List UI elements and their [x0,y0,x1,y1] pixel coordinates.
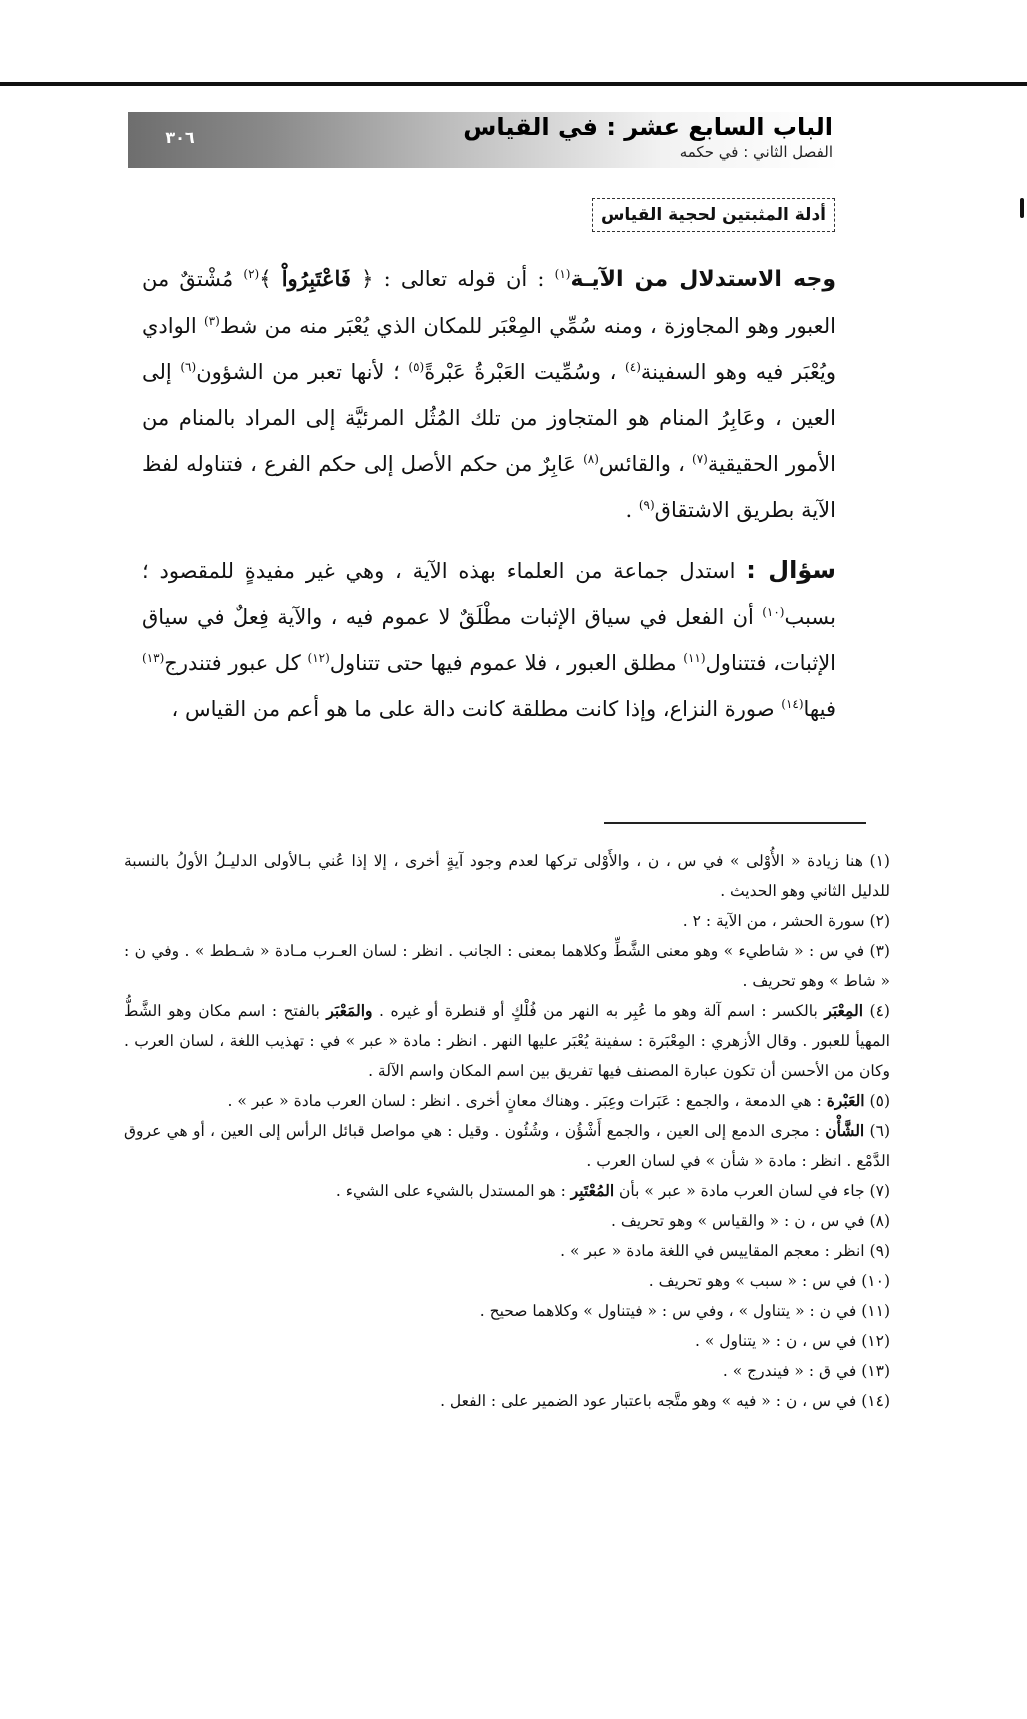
text-run: استدل جماعة من العلماء بهذه الآية ، وهي غير مفيدةٍ للمقصود ؛ بسبب [142,559,836,629]
top-rule [0,82,1027,86]
footnote-ref: (١٢) [307,651,330,665]
footnote-text: في س : « سبب » وهو تحريف . [648,1272,857,1290]
footnote-number: (٥) [869,1092,890,1110]
footnote-14 [124,1386,890,1416]
text-run: الوادي ويُعْبَر فيه وهو السفينة [142,314,836,384]
footnote-text: في س ، ن : « فيه » وهو متَّجه باعتبار عود الضمير على : الفعل . [440,1392,857,1410]
footnote-ref: (٤) [625,360,641,374]
footnote-text: سورة الحشر ، من الآية : ٢ . [682,912,865,930]
footnote-term: والمَعْبَر [326,1001,373,1020]
footnote-text: : هي الدمعة ، والجمع : عَبَرات وعِبَر . وهناك معانٍ أخرى . انظر : لسان العرب مادة « عبر » . [227,1092,827,1110]
footnote-ref: (٥) [408,360,425,374]
question-lead: سؤال : [746,556,836,584]
footnote-term: الشَّأْن [825,1121,865,1140]
footnote-12 [124,1326,890,1356]
footnote-4 [124,996,890,1086]
footnote-number: (١٠) [861,1272,890,1290]
footnote-text: انظر : معجم المقاييس في اللغة مادة « عبر » . [560,1242,865,1260]
footnote-10 [124,1266,890,1296]
footnote-number: (٤) [869,1002,890,1020]
text-run: . [625,498,639,522]
text-run: مُشْتقٌ من العبور وهو المجاوزة ، ومنه سُمِّي المِعْبَر للمكان الذي يُعْبَر منه من شط [142,267,836,338]
running-header [463,112,833,162]
page-number: ٣٠٦ [165,128,195,147]
footnotes [124,846,890,1416]
footnote-2 [124,906,890,936]
chapter-title: الباب السابع عشر : في القياس [463,113,833,141]
section-title: الفصل الثاني : في حكمه [679,143,833,161]
text-run: عَابِرٌ من حكم الأصل إلى حكم الفرع ، فتناوله لفظ الآية بطريق الاشتقاق [142,452,836,522]
main-text [142,256,836,732]
footnote-number: (٨) [869,1212,890,1230]
footnote-ref: (١٠) [762,605,785,619]
footnote-text: : هو المستدل بالشيء على الشيء . [335,1182,571,1200]
footnote-1 [124,846,890,906]
footnote-term: المِعْبَر [824,1001,864,1020]
footnote-ref: (٧) [692,452,708,466]
footnote-ref: (٢) [243,267,260,281]
footnote-term: العَبْرة [826,1091,865,1110]
text-run: مطلق العبور ، فلا عموم فيها حتى تتناول [329,651,684,675]
footnote-ref: (١٤) [781,697,804,711]
footnote-text: في ن : « يتناول » ، وفي س : « فيتناول » وكلاهما صحيح . [479,1302,857,1320]
text-run: إلى العين ، وعَابِرُ المنام هو المتجاوز من تلك المُثُل المرئيَّة إلى المراد بالمنام من الأمور الحقيقية [142,360,836,476]
footnote-number: (٣) [869,942,890,960]
footnote-9 [124,1236,890,1266]
quran-verse: فَاعْتَبِرُواْ [281,266,351,291]
footnote-number: (٩) [869,1242,890,1260]
footnote-7 [124,1176,890,1206]
footnote-number: (١) [869,852,890,870]
footnote-text: جاء في لسان العرب مادة « عبر » بأن [614,1182,865,1200]
footnote-ref: (١١) [683,651,706,665]
footnote-ref: (١) [554,267,571,281]
footnote-text: : مجرى الدمع إلى العين ، والجمع أَشْؤُن ، وشُئُون . وقيل : هي مواصل قبائل الرأس إلى العين ، أو هي عروق الدَّمْع . انظر : مادة « شأن » في لسان العرب . [124,1122,890,1170]
footnote-text: في س : « شاطيء » وهو معنى الشَّطِّ وكلاهما بمعنى : الجانب . انظر : لسان العـرب مـادة « شـطط » . وفي ن : « شاط » وهو تحريف . [124,942,890,990]
paragraph-lead: وجه الاستدلال من الآيـة [570,267,836,292]
footnote-text: هنا زيادة « الأُوْلى » في س ، ن ، والأَوْلى تركها لعدم وجود آيةٍ أخرى ، إلا إذا عُني بـالأولى الدليـلُ الأولُ بالنسبة للدليل الثاني وهو الحديث . [124,852,890,900]
footnote-separator [604,822,866,824]
text-run: فيها [803,697,836,721]
footnote-11 [124,1296,890,1326]
footnote-text: في س ، ن : « يتناول » . [694,1332,857,1350]
footnote-number: (١٢) [861,1332,890,1350]
text-run: : أن قوله تعالى : ﴿ [350,267,555,291]
text-run: صورة النزاع، وإذا كانت مطلقة كانت دالة على ما هو أعم من القياس ، [171,697,782,721]
footnote-6 [124,1116,890,1176]
footnote-ref: (٦) [180,360,197,374]
text-run: ﴾ [259,267,282,291]
text-run: أن الفعل في سياق الإثبات مطْلَقٌ لا عموم فيه ، والآية فِعلٌ في سياق الإثبات، فتتناول [142,605,837,675]
footnote-ref: (٨) [583,452,599,466]
footnote-8 [124,1206,890,1236]
footnote-ref: (٣) [203,314,220,328]
footnote-ref: (٩) [638,498,655,512]
footnote-text: في س ، ن : « والقياس » وهو تحريف . [611,1212,865,1230]
footnote-3 [124,936,890,996]
footnote-text: في ق : « فيندرج » . [722,1362,857,1380]
footnote-number: (١٣) [861,1362,890,1380]
footnote-13 [124,1356,890,1386]
text-run: ؛ لأنها تعبر من الشؤون [196,360,409,384]
footnote-5 [124,1086,890,1116]
footnote-number: (١١) [861,1302,890,1320]
text-run: ، والقائس [598,452,692,476]
footnote-number: (١٤) [861,1392,890,1410]
text-run: كل عبور فتندرج [164,651,308,675]
paragraph-question [142,547,836,732]
paragraph-istidlal [142,256,836,533]
footnote-number: (٧) [869,1182,890,1200]
edge-mark [1020,198,1024,218]
footnote-term: المُعْتَبِر [570,1181,615,1200]
topic-heading: أدلة المثبتين لحجية القياس [592,198,835,232]
text-run: ، وسُمِّيت العَبْرةُ عَبْرةً [424,360,626,384]
footnote-text: بالفتح : اسم مكان وهو الشَّطُّ المهيأ للعبور . وقال الأزهري : المِعْبَرة : سفينة يُعْبَر عليها النهر . انظر : مادة « عبر » في : تهذيب اللغة ، لسان العرب . وكان من الأحسن أن تكون عبارة المصنف فيها تفريق بين اسم المكان واسم الآلة . [124,1002,890,1080]
footnote-text: بالكسر : اسم آلة وهو ما عُبِر به النهر من فُلْكٍ أو قنطرة أو غيره . [372,1002,825,1020]
footnote-number: (٢) [869,912,890,930]
footnote-number: (٦) [869,1122,890,1140]
footnote-ref: (١٣) [142,651,165,665]
